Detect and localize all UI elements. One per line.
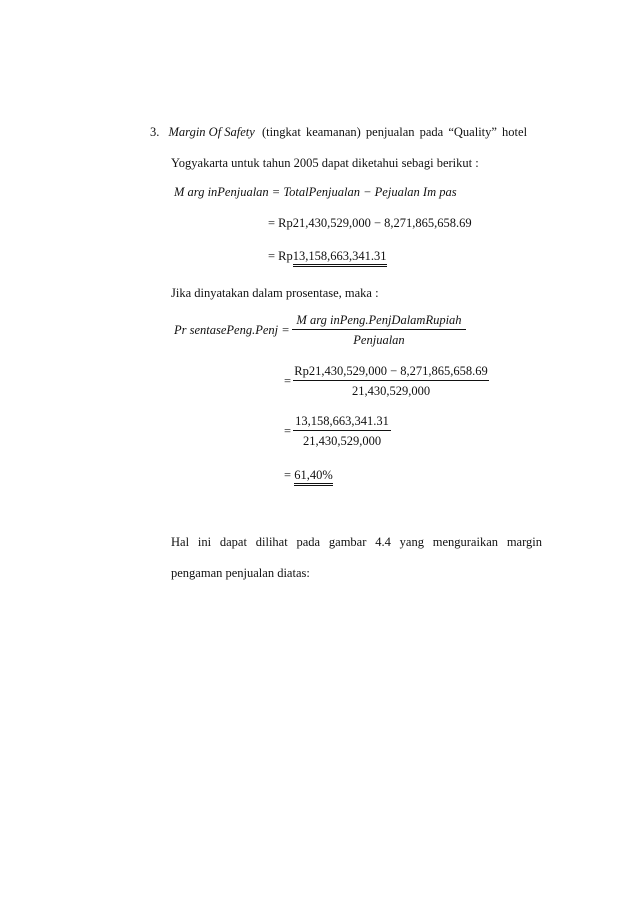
fraction-1-bar — [292, 329, 466, 330]
item-line-1 — [150, 125, 542, 139]
item-title-rest: (tingkat keamanan) penjualan pada “Quality” hotel — [261, 125, 528, 139]
formula1-step2-prefix: = Rp — [268, 249, 293, 263]
formula2-lhs: Pr sentasePeng.Penj = — [174, 323, 290, 337]
closing-line-1: Hal ini dapat dilihat pada gambar 4.4 yang menguraikan margin — [171, 535, 542, 549]
fraction-3-bar — [293, 430, 391, 431]
fraction-3-numerator: 13,158,663,341.31 — [295, 414, 389, 428]
fraction-1-denominator: Penjualan — [353, 333, 405, 347]
formula2-result — [284, 468, 333, 482]
fraction-2 — [293, 364, 489, 398]
formula1-step2 — [268, 249, 387, 263]
item-title: Margin Of Safety — [168, 125, 255, 139]
fraction-2-numerator: Rp21,430,529,000 − 8,271,865,658.69 — [294, 364, 488, 378]
fraction-2-denominator: 21,430,529,000 — [351, 384, 431, 398]
formula2-result-value: 61,40% — [294, 468, 333, 486]
fraction-2-bar — [293, 380, 489, 381]
closing-line-2: pengaman penjualan diatas: — [171, 566, 310, 580]
item-number: 3. — [150, 125, 160, 139]
fraction-1 — [292, 313, 466, 347]
item-line-2: Yogyakarta untuk tahun 2005 dapat diketahui sebagi berikut : — [171, 156, 479, 170]
fraction-3-denominator: 21,430,529,000 — [302, 434, 382, 448]
formula1-step2-value: 13,158,663,341.31 — [293, 249, 387, 267]
fraction-1-numerator: M arg inPeng.PenjDalamRupiah — [296, 313, 462, 327]
eq-sign-2: = — [284, 374, 292, 388]
formula1-lhs: M arg inPenjualan = TotalPenjualan − Pejualan Im pas — [174, 185, 457, 199]
intro-percentage: Jika dinyatakan dalam prosentase, maka : — [171, 286, 379, 300]
eq-sign-3: = — [284, 424, 292, 438]
fraction-3 — [293, 414, 391, 448]
formula2-result-prefix: = — [284, 468, 295, 482]
formula1-step1: = Rp21,430,529,000 − 8,271,865,658.69 — [268, 216, 472, 230]
